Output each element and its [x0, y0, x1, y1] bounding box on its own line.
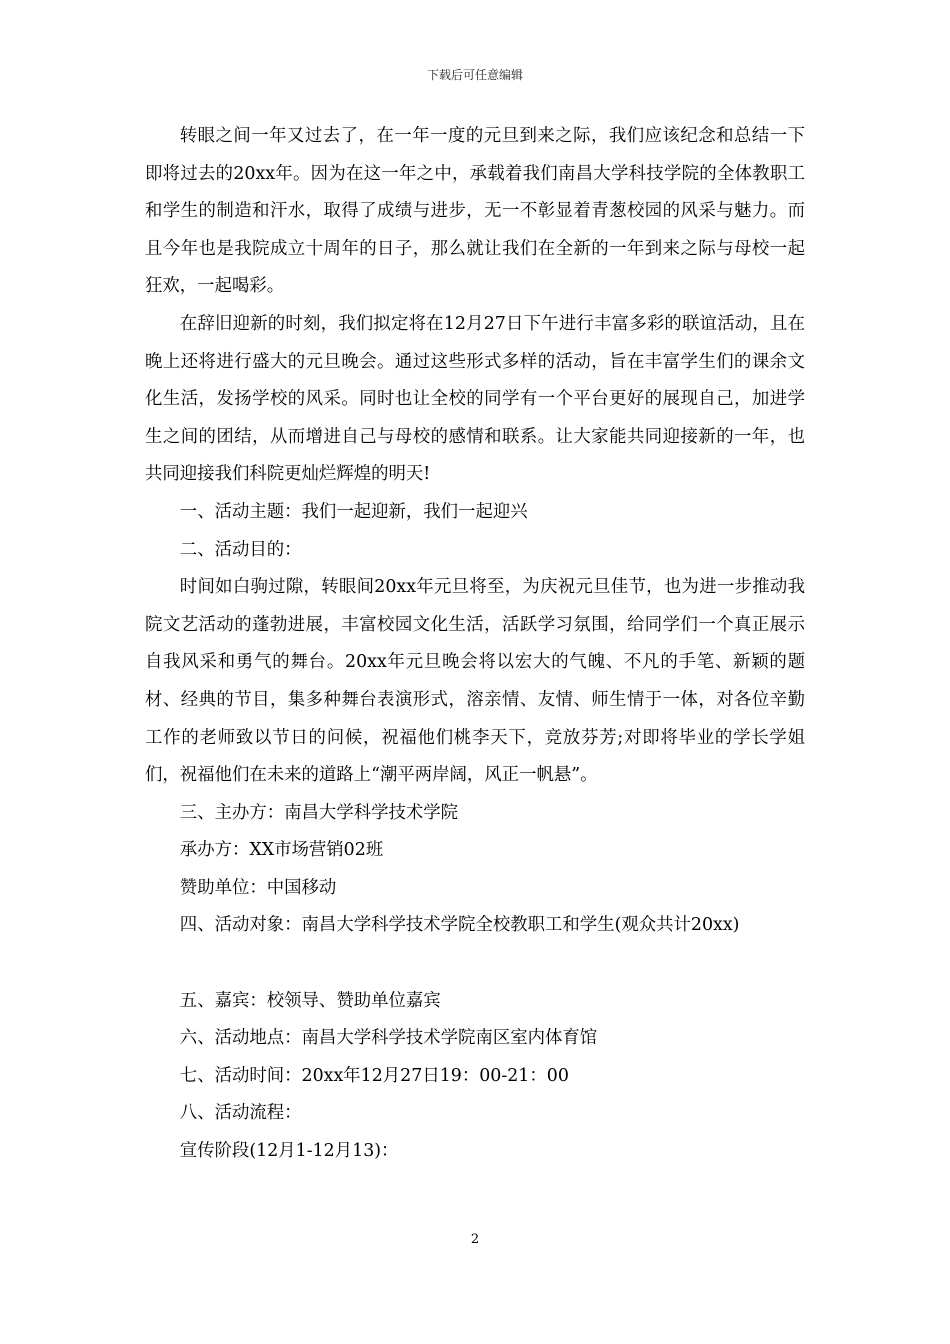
page-number: 2 — [470, 1232, 480, 1247]
section-theme: 一、活动主题：我们一起迎新，我们一起迎兴 — [179, 501, 528, 522]
page-header: 下载后可任意编辑 — [426, 68, 523, 82]
section-promotion-stage: 宣传阶段(12月1-12月13)： — [179, 1141, 399, 1162]
paragraph-plan: 在辞旧迎新的时刻，我们拟定将在12月27日下午进行丰富多彩的联谊活动，且在晚上还将进行盛大的元旦晚会。通过这些形式多样的活动，旨在丰富学生们的课余文化生活，发扬学校的风采。同时也让全校的同学有一个平台更好的展现自己，加进学生之间的团结，从而增进自己与母校的感情和联系。让大家能共同迎接新的一年，也共同迎接我们科院更灿烂辉煌的明天! — [145, 313, 805, 485]
section-venue: 六、活动地点：南昌大学科学技术学院南区室内体育馆 — [179, 1028, 598, 1049]
blank-line — [145, 945, 805, 983]
section-process-heading: 八、活动流程： — [179, 1103, 302, 1124]
section-purpose-heading: 二、活动目的： — [179, 539, 302, 560]
section-audience: 四、活动对象：南昌大学科学技术学院全校教职工和学生(观众共计20xx) — [179, 915, 740, 936]
document-body — [145, 118, 805, 1171]
section-sponsor: 赞助单位：中国移动 — [179, 877, 337, 898]
section-guests: 五、嘉宾：校领导、赞助单位嘉宾 — [179, 990, 441, 1011]
paragraph-intro: 转眼之间一年又过去了，在一年一度的元旦到来之际，我们应该纪念和总结一下即将过去的20xx年。因为在这一年之中，承载着我们南昌大学科技学院的全体教职工和学生的制造和汗水，取得了成绩与进步，无一不彰显着青葱校园的风采与魅力。而且今年也是我院成立十周年的日子，那么就让我们在全新的一年到来之际与母校一起狂欢，一起喝彩。 — [145, 126, 805, 297]
section-time: 七、活动时间：20xx年12月27日19：00-21：00 — [179, 1065, 569, 1086]
section-co-organizer: 承办方：XX市场营销02班 — [179, 840, 384, 861]
section-organizer: 三、主办方：南昌大学科学技术学院 — [179, 802, 459, 823]
paragraph-purpose: 时间如白驹过隙，转眼间20xx年元旦将至，为庆祝元旦佳节，也为进一步推动我院文艺活动的蓬勃进展，丰富校园文化生活，活跃学习氛围，给同学们一个真正展示自我风采和勇气的舞台。20xx年元旦晚会将以宏大的气魄、不凡的手笔、新颖的题材、经典的节目，集多种舞台表演形式，溶亲情、友情、师生情于一体，对各位辛勤工作的老师致以节日的问候，祝福他们桃李天下，竞放芬芳;对即将毕业的学长学姐们，祝福他们在未来的道路上“潮平两岸阔，风正一帆悬”。 — [145, 577, 805, 786]
